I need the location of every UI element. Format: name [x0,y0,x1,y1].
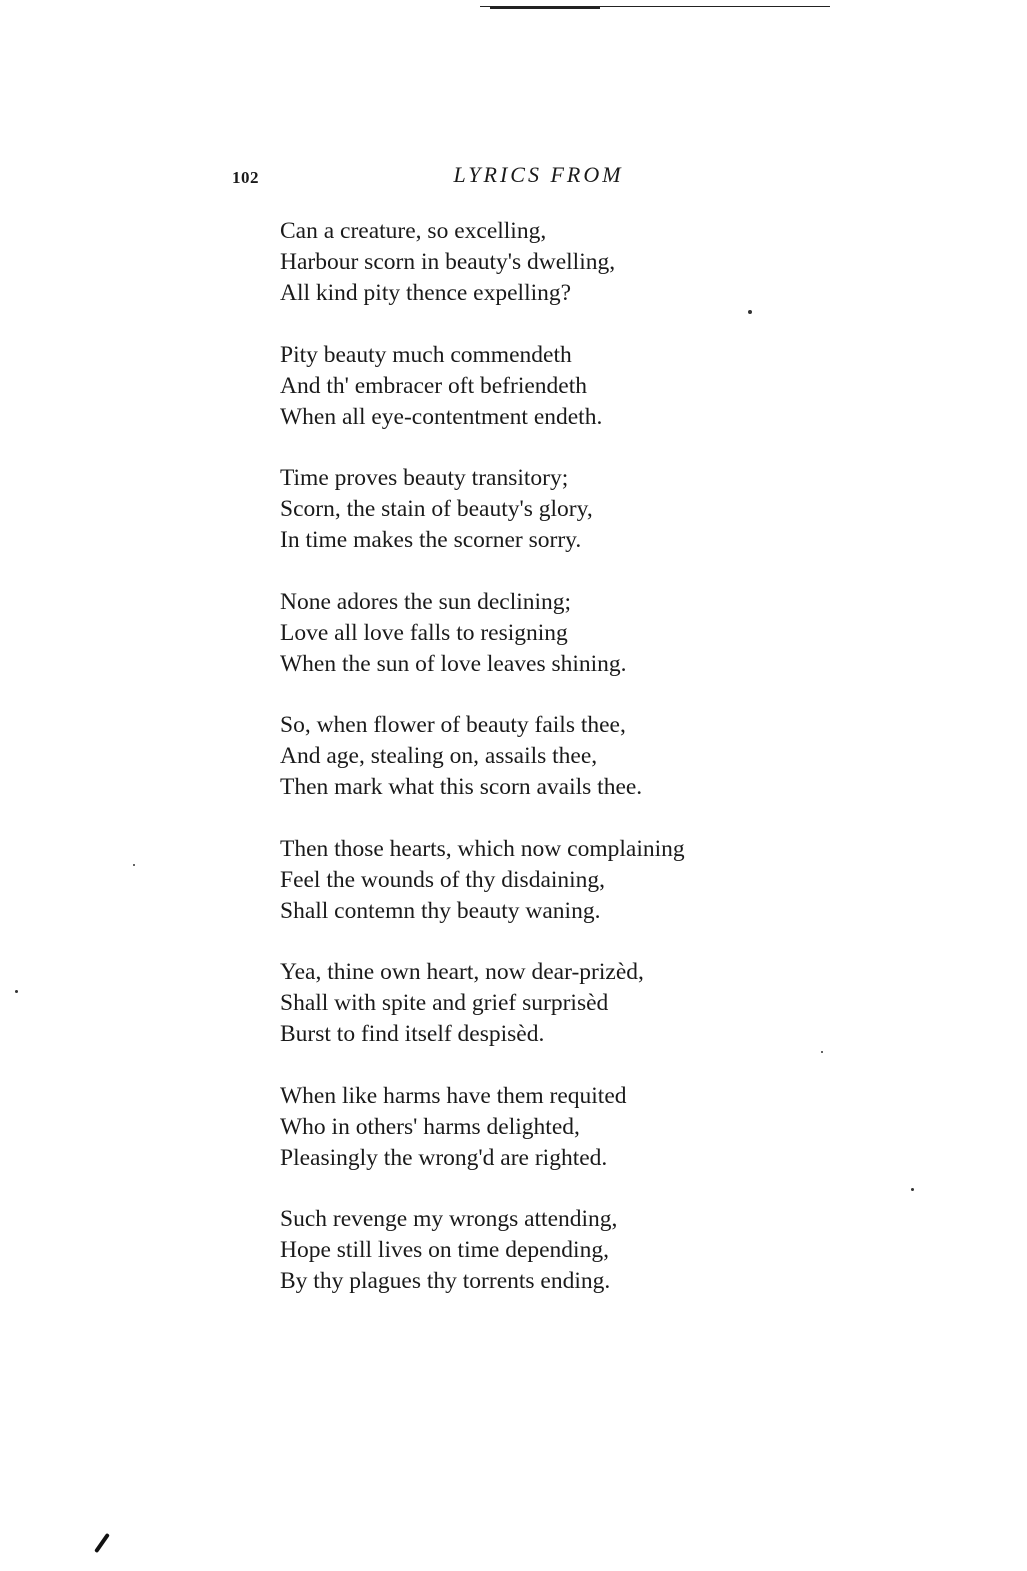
stanza [280,834,685,927]
poem-body [280,216,685,1328]
stanza [280,216,685,309]
verse-line: Scorn, the stain of beauty's glory, [280,496,593,522]
verse-line: Who in others' harms delighted, [280,1113,580,1140]
verse-line: When the sun of love leaves shining. [280,650,627,677]
verse-line: When all eye-contentment endeth. [280,403,603,430]
stanza [280,463,685,556]
stanza [280,1204,685,1297]
verse-line: Then mark what this scorn avails thee. [280,774,643,800]
verse-line: Harbour scorn in beauty's dwelling, [280,249,616,275]
stanza [280,710,685,803]
verse-line: Time proves beauty transitory; [280,465,569,491]
verse-line: Hope still lives on time depending, [280,1237,609,1263]
verse-line: By thy plagues thy torrents ending. [280,1268,611,1294]
verse-line: Burst to find itself despisèd. [280,1021,545,1047]
verse-line: And th' embracer oft befriendeth [280,372,587,399]
verse-line: Then those hearts, which now complaining [280,835,685,862]
scan-speck [748,310,752,314]
verse-line: And age, stealing on, assails thee, [280,743,598,769]
scan-speck [821,1051,823,1053]
verse-line: Yea, thine own heart, now dear-prizèd, [280,959,644,985]
scan-speck [911,1188,914,1191]
verse-line: Love all love falls to resigning [280,619,568,646]
verse-line: Shall with spite and grief surprisèd [280,990,609,1016]
verse-line: Shall contemn thy beauty waning. [280,897,601,924]
verse-line: Can a creature, so excelling, [280,218,547,244]
scan-speck [133,864,135,866]
stanza [280,587,685,680]
stanza [280,1081,685,1174]
verse-line: All kind pity thence expelling? [280,280,572,306]
top-edge-rule-accent [490,7,600,9]
verse-line: So, when flower of beauty fails thee, [280,712,626,738]
page-number: 102 [232,168,259,187]
verse-line: Feel the wounds of thy disdaining, [280,866,606,893]
verse-line: Pleasingly the wrong'd are righted. [280,1144,608,1171]
verse-line: When like harms have them requited [280,1082,627,1109]
stanza [280,957,685,1050]
scan-pen-mark [94,1533,110,1553]
verse-line: Pity beauty much commendeth [280,341,572,368]
stanza [280,340,685,433]
verse-line: None adores the sun declining; [280,588,572,615]
scan-speck [15,990,18,993]
verse-line: Such revenge my wrongs attending, [280,1206,618,1232]
verse-line: In time makes the scorner sorry. [280,527,582,553]
running-head: LYRICS FROM [453,162,624,187]
